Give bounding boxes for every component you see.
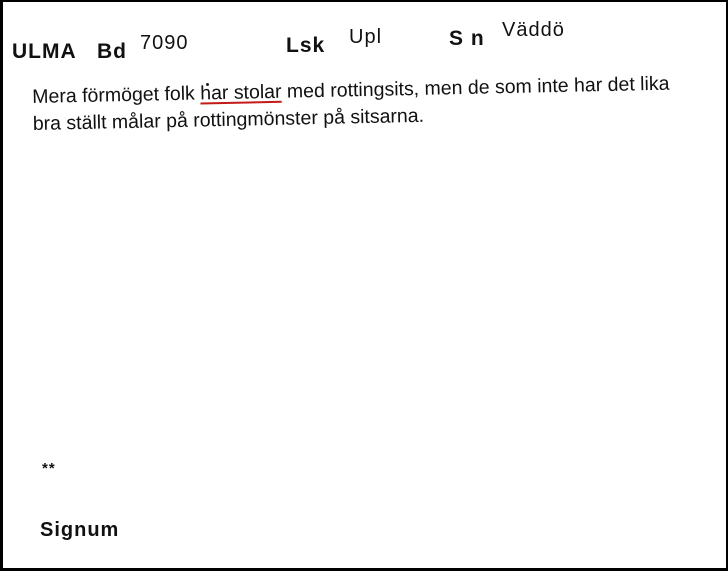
bd-label: Bd (97, 40, 127, 63)
record-text (32, 70, 693, 138)
record-text-underlined: har stolar (199, 80, 282, 105)
bd-value: 7090 (140, 32, 189, 54)
archive-label: ULMA (12, 40, 77, 63)
signum-label: Signum (40, 519, 120, 541)
record-text-after: med rottingsits, men de som inte har det lika bra ställt målar på rottingmönster på sitsarna. (32, 72, 670, 135)
stars-mark: ** (42, 460, 56, 477)
lsk-value: Upl (349, 26, 383, 48)
card-edge-left (0, 0, 3, 571)
lsk-label: Lsk (286, 34, 326, 57)
record-text-before: Mera förmöget folk (32, 82, 201, 108)
card-edge-top (0, 0, 728, 2)
sn-value: Väddö (502, 19, 565, 41)
sn-label: S n (449, 27, 485, 50)
